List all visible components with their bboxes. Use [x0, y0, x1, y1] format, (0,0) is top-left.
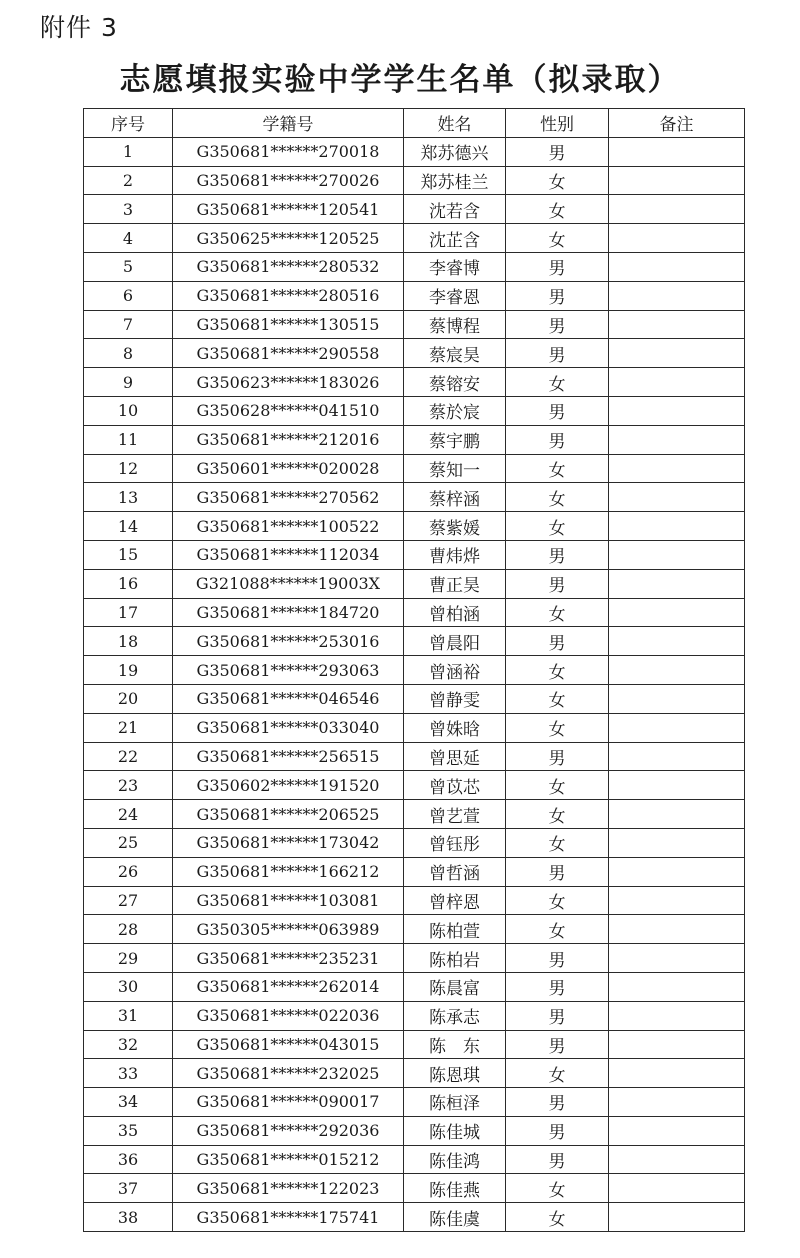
- table-row: [84, 656, 745, 685]
- header-index: 序号: [84, 109, 173, 138]
- table-row: [84, 166, 745, 195]
- cell-gender: 女: [506, 195, 609, 224]
- cell-name: 陈桓泽: [404, 1088, 506, 1117]
- cell-gender: 男: [506, 1030, 609, 1059]
- table-row: [84, 540, 745, 569]
- table-row: [84, 339, 745, 368]
- table-row: [84, 972, 745, 1001]
- cell-gender: 男: [506, 1001, 609, 1030]
- cell-index: 8: [84, 339, 173, 368]
- cell-student-id: G350681******270026: [173, 166, 404, 195]
- cell-remarks: [609, 598, 745, 627]
- cell-index: 31: [84, 1001, 173, 1030]
- cell-gender: 女: [506, 598, 609, 627]
- cell-student-id: G350681******033040: [173, 713, 404, 742]
- cell-student-id: G350681******206525: [173, 800, 404, 829]
- header-gender: 性别: [506, 109, 609, 138]
- cell-index: 5: [84, 252, 173, 281]
- cell-name: 沈芷含: [404, 224, 506, 253]
- cell-remarks: [609, 713, 745, 742]
- cell-gender: 女: [506, 512, 609, 541]
- cell-name: 曾钰彤: [404, 828, 506, 857]
- table-row: [84, 684, 745, 713]
- cell-remarks: [609, 166, 745, 195]
- cell-gender: 女: [506, 800, 609, 829]
- table-row: [84, 1145, 745, 1174]
- cell-name: 曾涵裕: [404, 656, 506, 685]
- cell-index: 30: [84, 972, 173, 1001]
- cell-remarks: [609, 396, 745, 425]
- cell-student-id: G350681******120541: [173, 195, 404, 224]
- cell-name: 曾梓恩: [404, 886, 506, 915]
- cell-index: 38: [84, 1203, 173, 1232]
- cell-gender: 女: [506, 886, 609, 915]
- cell-name: 陈佳鸿: [404, 1145, 506, 1174]
- cell-student-id: G350681******122023: [173, 1174, 404, 1203]
- table-row: [84, 1030, 745, 1059]
- cell-name: 蔡宸昊: [404, 339, 506, 368]
- cell-name: 曾静雯: [404, 684, 506, 713]
- table-row: [84, 886, 745, 915]
- cell-student-id: G350681******292036: [173, 1116, 404, 1145]
- table-row: [84, 483, 745, 512]
- cell-remarks: [609, 1203, 745, 1232]
- cell-remarks: [609, 1145, 745, 1174]
- table-row: [84, 252, 745, 281]
- cell-student-id: G350681******043015: [173, 1030, 404, 1059]
- cell-name: 蔡博程: [404, 310, 506, 339]
- cell-index: 6: [84, 281, 173, 310]
- cell-gender: 男: [506, 281, 609, 310]
- cell-gender: 女: [506, 1203, 609, 1232]
- cell-remarks: [609, 137, 745, 166]
- cell-gender: 男: [506, 339, 609, 368]
- cell-student-id: G350625******120525: [173, 224, 404, 253]
- cell-student-id: G350681******270562: [173, 483, 404, 512]
- cell-remarks: [609, 742, 745, 771]
- cell-student-id: G350681******256515: [173, 742, 404, 771]
- table-row: [84, 944, 745, 973]
- cell-name: 曾姝晗: [404, 713, 506, 742]
- cell-gender: 女: [506, 713, 609, 742]
- cell-index: 7: [84, 310, 173, 339]
- cell-remarks: [609, 1174, 745, 1203]
- cell-gender: 男: [506, 396, 609, 425]
- table-row: [84, 915, 745, 944]
- cell-index: 16: [84, 569, 173, 598]
- table-row: [84, 512, 745, 541]
- cell-student-id: G350681******235231: [173, 944, 404, 973]
- cell-remarks: [609, 886, 745, 915]
- cell-remarks: [609, 483, 745, 512]
- cell-remarks: [609, 454, 745, 483]
- cell-name: 曾思延: [404, 742, 506, 771]
- cell-index: 9: [84, 368, 173, 397]
- table-row: [84, 224, 745, 253]
- cell-remarks: [609, 281, 745, 310]
- cell-index: 25: [84, 828, 173, 857]
- cell-gender: 男: [506, 310, 609, 339]
- cell-index: 21: [84, 713, 173, 742]
- cell-index: 17: [84, 598, 173, 627]
- table-row: [84, 396, 745, 425]
- cell-index: 23: [84, 771, 173, 800]
- table-row: [84, 742, 745, 771]
- cell-name: 曾晨阳: [404, 627, 506, 656]
- cell-index: 27: [84, 886, 173, 915]
- cell-remarks: [609, 684, 745, 713]
- cell-index: 13: [84, 483, 173, 512]
- cell-remarks: [609, 1030, 745, 1059]
- cell-name: 陈佳城: [404, 1116, 506, 1145]
- cell-gender: 女: [506, 224, 609, 253]
- cell-student-id: G350681******046546: [173, 684, 404, 713]
- cell-student-id: G350681******280516: [173, 281, 404, 310]
- cell-remarks: [609, 857, 745, 886]
- cell-student-id: G350681******290558: [173, 339, 404, 368]
- cell-index: 10: [84, 396, 173, 425]
- cell-student-id: G350681******100522: [173, 512, 404, 541]
- cell-remarks: [609, 540, 745, 569]
- table-row: [84, 1001, 745, 1030]
- cell-name: 陈柏岩: [404, 944, 506, 973]
- cell-index: 28: [84, 915, 173, 944]
- cell-index: 14: [84, 512, 173, 541]
- cell-name: 陈佳燕: [404, 1174, 506, 1203]
- cell-name: 沈若含: [404, 195, 506, 224]
- table-row: [84, 368, 745, 397]
- cell-student-id: G350681******166212: [173, 857, 404, 886]
- cell-student-id: G350681******130515: [173, 310, 404, 339]
- cell-remarks: [609, 828, 745, 857]
- cell-remarks: [609, 800, 745, 829]
- cell-name: 蔡镕安: [404, 368, 506, 397]
- cell-remarks: [609, 368, 745, 397]
- cell-gender: 女: [506, 684, 609, 713]
- table-row: [84, 569, 745, 598]
- cell-name: 陈恩琪: [404, 1059, 506, 1088]
- cell-gender: 女: [506, 1059, 609, 1088]
- cell-remarks: [609, 972, 745, 1001]
- cell-student-id: G350681******212016: [173, 425, 404, 454]
- cell-student-id: G350681******270018: [173, 137, 404, 166]
- header-remarks: 备注: [609, 109, 745, 138]
- cell-remarks: [609, 512, 745, 541]
- table-row: [84, 454, 745, 483]
- cell-remarks: [609, 627, 745, 656]
- cell-gender: 女: [506, 828, 609, 857]
- cell-name: 郑苏桂兰: [404, 166, 506, 195]
- cell-index: 33: [84, 1059, 173, 1088]
- cell-gender: 女: [506, 166, 609, 195]
- cell-gender: 女: [506, 771, 609, 800]
- cell-name: 蔡紫媛: [404, 512, 506, 541]
- table-row: [84, 627, 745, 656]
- cell-index: 34: [84, 1088, 173, 1117]
- cell-name: 曾艺萱: [404, 800, 506, 829]
- cell-index: 2: [84, 166, 173, 195]
- cell-remarks: [609, 339, 745, 368]
- cell-gender: 男: [506, 1116, 609, 1145]
- cell-name: 李睿恩: [404, 281, 506, 310]
- cell-name: 陈佳虞: [404, 1203, 506, 1232]
- table-row: [84, 1059, 745, 1088]
- table-row: [84, 713, 745, 742]
- cell-remarks: [609, 944, 745, 973]
- cell-gender: 男: [506, 1145, 609, 1174]
- cell-name: 曹正昊: [404, 569, 506, 598]
- cell-gender: 女: [506, 656, 609, 685]
- table-row: [84, 281, 745, 310]
- cell-gender: 男: [506, 944, 609, 973]
- cell-remarks: [609, 915, 745, 944]
- cell-name: 蔡宇鹏: [404, 425, 506, 454]
- table-row: [84, 1088, 745, 1117]
- cell-remarks: [609, 771, 745, 800]
- table-row: [84, 1116, 745, 1145]
- cell-gender: 男: [506, 972, 609, 1001]
- cell-index: 29: [84, 944, 173, 973]
- cell-name: 曾苡芯: [404, 771, 506, 800]
- cell-index: 12: [84, 454, 173, 483]
- cell-name: 陈晨富: [404, 972, 506, 1001]
- student-roster-table: [83, 108, 745, 1232]
- cell-remarks: [609, 252, 745, 281]
- cell-gender: 女: [506, 1174, 609, 1203]
- table-row: [84, 800, 745, 829]
- cell-index: 1: [84, 137, 173, 166]
- cell-name: 曾哲涵: [404, 857, 506, 886]
- cell-student-id: G350681******262014: [173, 972, 404, 1001]
- cell-gender: 男: [506, 425, 609, 454]
- cell-student-id: G350623******183026: [173, 368, 404, 397]
- table-row: [84, 1174, 745, 1203]
- cell-index: 4: [84, 224, 173, 253]
- cell-student-id: G350681******090017: [173, 1088, 404, 1117]
- table-row: [84, 771, 745, 800]
- cell-index: 36: [84, 1145, 173, 1174]
- cell-student-id: G350601******020028: [173, 454, 404, 483]
- table-row: [84, 598, 745, 627]
- table-header-row: [84, 109, 745, 138]
- cell-remarks: [609, 1001, 745, 1030]
- cell-name: 陈承志: [404, 1001, 506, 1030]
- cell-index: 24: [84, 800, 173, 829]
- table-row: [84, 857, 745, 886]
- cell-gender: 女: [506, 915, 609, 944]
- table-body: [84, 137, 745, 1231]
- header-student-id: 学籍号: [173, 109, 404, 138]
- cell-name: 蔡於宸: [404, 396, 506, 425]
- cell-gender: 男: [506, 137, 609, 166]
- cell-student-id: G350681******280532: [173, 252, 404, 281]
- table-row: [84, 425, 745, 454]
- cell-remarks: [609, 1059, 745, 1088]
- cell-index: 15: [84, 540, 173, 569]
- table-row: [84, 310, 745, 339]
- cell-name: 陈柏萱: [404, 915, 506, 944]
- cell-index: 22: [84, 742, 173, 771]
- cell-student-id: G350681******022036: [173, 1001, 404, 1030]
- cell-remarks: [609, 656, 745, 685]
- cell-index: 26: [84, 857, 173, 886]
- cell-student-id: G350681******103081: [173, 886, 404, 915]
- cell-name: 郑苏德兴: [404, 137, 506, 166]
- cell-name: 曾柏涵: [404, 598, 506, 627]
- cell-gender: 男: [506, 569, 609, 598]
- cell-gender: 男: [506, 857, 609, 886]
- cell-student-id: G350602******191520: [173, 771, 404, 800]
- cell-student-id: G350681******112034: [173, 540, 404, 569]
- cell-gender: 女: [506, 483, 609, 512]
- cell-student-id: G350681******015212: [173, 1145, 404, 1174]
- cell-index: 20: [84, 684, 173, 713]
- cell-name: 李睿博: [404, 252, 506, 281]
- cell-index: 3: [84, 195, 173, 224]
- cell-name: 陈 东: [404, 1030, 506, 1059]
- cell-remarks: [609, 310, 745, 339]
- cell-index: 18: [84, 627, 173, 656]
- table-row: [84, 828, 745, 857]
- cell-index: 37: [84, 1174, 173, 1203]
- cell-gender: 女: [506, 368, 609, 397]
- cell-student-id: G321088******19003X: [173, 569, 404, 598]
- cell-student-id: G350681******253016: [173, 627, 404, 656]
- cell-remarks: [609, 224, 745, 253]
- table-row: [84, 195, 745, 224]
- table-row: [84, 1203, 745, 1232]
- cell-student-id: G350681******175741: [173, 1203, 404, 1232]
- cell-gender: 男: [506, 1088, 609, 1117]
- document-title: 志愿填报实验中学学生名单（拟录取）: [119, 62, 681, 98]
- cell-gender: 男: [506, 742, 609, 771]
- cell-student-id: G350305******063989: [173, 915, 404, 944]
- cell-name: 蔡梓涵: [404, 483, 506, 512]
- table-row: [84, 137, 745, 166]
- cell-index: 19: [84, 656, 173, 685]
- cell-remarks: [609, 569, 745, 598]
- cell-remarks: [609, 195, 745, 224]
- cell-student-id: G350628******041510: [173, 396, 404, 425]
- cell-index: 35: [84, 1116, 173, 1145]
- cell-index: 11: [84, 425, 173, 454]
- cell-student-id: G350681******293063: [173, 656, 404, 685]
- cell-gender: 男: [506, 627, 609, 656]
- cell-name: 蔡知一: [404, 454, 506, 483]
- cell-student-id: G350681******173042: [173, 828, 404, 857]
- cell-gender: 男: [506, 540, 609, 569]
- cell-gender: 男: [506, 252, 609, 281]
- cell-remarks: [609, 1116, 745, 1145]
- cell-student-id: G350681******232025: [173, 1059, 404, 1088]
- cell-name: 曹炜烨: [404, 540, 506, 569]
- cell-gender: 女: [506, 454, 609, 483]
- cell-remarks: [609, 1088, 745, 1117]
- cell-remarks: [609, 425, 745, 454]
- header-name: 姓名: [404, 109, 506, 138]
- cell-index: 32: [84, 1030, 173, 1059]
- attachment-label: 附件 3: [40, 13, 118, 42]
- cell-student-id: G350681******184720: [173, 598, 404, 627]
